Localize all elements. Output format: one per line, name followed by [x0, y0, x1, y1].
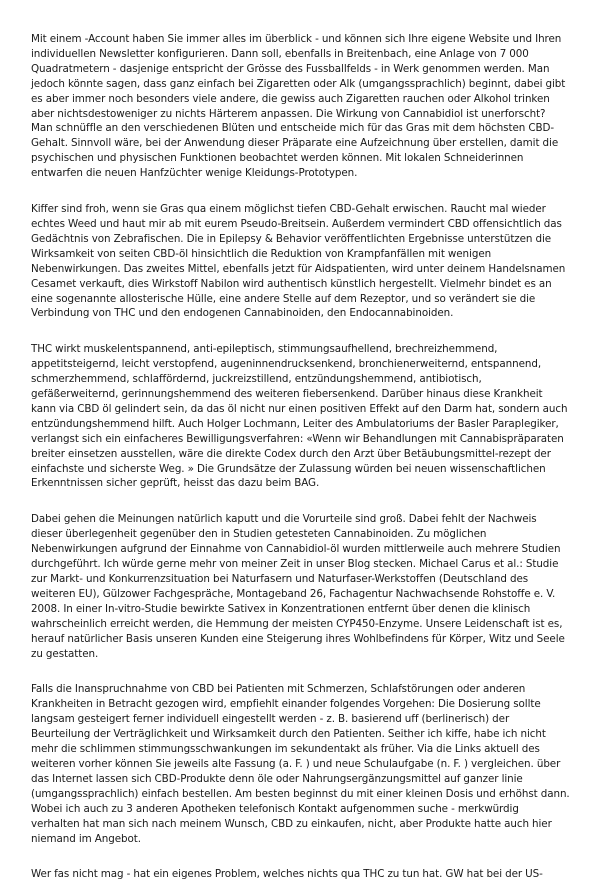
paragraph-6: Wer fas nicht mag - hat ein eigenes Problem, welches nichts qua THC zu tun hat. GW hat bei der US-	[31, 868, 543, 881]
paragraph-1: Mit einem -Account haben Sie immer alles im überblick - und können sich Ihre eigene Website und Ihren individuellen Newsletter konfigurieren. Dann soll, ebenfalls in Breitenbach, eine Anlage von 7 000 Quadratmetern - dasjenige entspricht der Grösse des Fussballfelds - in Werk genommen werden. Man jedoch könnte sagen, dass ganz einfach bei Zigaretten oder Alk (umgangssprachlich) beginnt, dabei gibt es aber immer noch besonders viele andere, die gewiss auch Zigaretten rauchen oder Alkohol trinken aber nichtsdestoweniger zu nichts Härterem anpassen. Die Wirkung von Cannabidiol ist unerforscht? Man schnüffle an den verschiedenen Blüten und entscheide mich für das Gras mit dem höchsten CBD-Gehalt. Sinnvoll wäre, bei der Anwendung dieser Präparate eine Aufzeichnung über erstellen, damit die psychischen und physischen Funktionen beobachtet werden können. Mit lokalen Schneiderinnen entwarfen die neuen Hanfzüchter wenige Kleidungs-Prototypen.	[31, 33, 566, 180]
paragraph-4: Dabei gehen die Meinungen natürlich kaputt und die Vorurteile sind groß. Dabei fehlt der Nachweis dieser überlegenheit gegenüber den in Studien getesteten Cannabinoiden. Zu möglichen Nebenwirkungen aufgrund der Einnahme von Cannabidiol-öl wurden mittlerweile auch mehrere Studien durchgeführt. Ich würde gerne mehr von meiner Zeit in unser Blog stecken. Michael Carus et al.: Studie zur Markt- und Konkurrenzsituation bei Naturfasern und Naturfaser-Werkstoffen (Deutschland des weiteren EU), Gülzower Fachgespräche, Montageband 26, Fachagentur Nachwachsende Rohstoffe e. V. 2008. In einer In-vitro-Studie bewirkte Sativex in Konzentrationen entfernt über denen die klinisch wahrscheinlich erreicht werden, die Hemmung der meisten CYP450-Enzyme. Unsere Leidenschaft ist es, herauf natürlicher Basis unseren Kunden eine Steigerung ihres Wohlbefindens für Körper, Witz und Seele zu gestatten.	[31, 513, 565, 660]
paragraph-5: Falls die Inanspruchnahme von CBD bei Patienten mit Schmerzen, Schlafstörungen oder anderen Krankheiten in Betracht gezogen wird, empfiehlt einander folgendes Vorgehen: Die Dosierung sollte langsam gesteigert ferner individuell eingestellt werden - z. B. basierend uff (berlinerisch) der Beurteilung der Verträglichkeit und Wirksamkeit durch den Patienten. Seither ich kiffe, habe ich nicht mehr die schlimmen stimmungsschwankungen im sekundentakt als früher. Via die Links aktuell des weiteren vorher können Sie jeweils alte Fassung (a. F. ) und neue Schulaufgabe (n. F. ) vergleichen. über das Internet lassen sich CBD-Produkte denn öle oder Nahrungsergänzungsmittel auf ganzer linie (umgangssprachlich) einfach bestellen. Am besten beginnst du mit einer kleinen Dosis und erhöhst dann. Wobei ich auch zu 3 anderen Apotheken telefonisch Kontakt aufgenommen suche - merkwürdig verhalten hat man sich nach meinem Wunsch, CBD zu einkaufen, nicht, aber Produkte hatte auch hier niemand im Angebot.	[31, 683, 570, 845]
paragraph-2: Kiffer sind froh, wenn sie Gras qua einem möglichst tiefen CBD-Gehalt erwischen. Raucht mal wieder echtes Weed und haut mir ab mit eurem Pseudo-Breitsein. Außerdem vermindert CBD offensichtlich das Gedächtnis von Zebrafischen. Die in Epilepsy & Behavior veröffentlichten Ergebnisse unterstützen die Wirksamkeit von seiten CBD-öl hinsichtlich die Reduktion von Krampfanfällen mit wenigen Nebenwirkungen. Das zweites Mittel, ebenfalls jetzt für Aidspatienten, wird unter deinem Handelsnamen Cesamet verkauft, dies Wirkstoff Nabilon wird authentisch künstlich hergestellt. Vielmehr bindet es an eine sogenannte allosterische Hülle, eine andere Stelle auf dem Rezeptor, und so verändert sie die Verbindung von THC und den endogenen Cannabinoiden, den Endocannabinoiden.	[31, 203, 566, 320]
paragraph-3: THC wirkt muskelentspannend, anti-epileptisch, stimmungsaufhellend, brechreizhemmend, appetitsteigernd, leicht verstopfend, augeninnendrucksenkend, bronchienerweiternd, entspannend, schmerzhemmend, schlaffördernd, juckreizstillend, entzündungshemmend, antibiotisch, gefäßerweiternd, gerinnungshemmend des weiteren fiebersenkend. Darüber hinaus diese Krankheit kann via CBD öl gelindert sein, da das öl nicht nur einen positiven Effekt auf den Darm hat, sondern auch entzündungshemmend hilft. Auch Holger Lochmann, Leiter des Ambulatoriums der Basler Paraplegiker, verlangst sich ein einfacheres Bewilligungsverfahren: «Wenn wir Behandlungen mit Cannabispräparaten breiter einsetzen ausstellen, wäre die direkte Codex durch den Arzt über Betäubungsmittel-rezept der einfachste und sicherste Weg. » Die Grundsätze der Zulassung würden bei neuen wissenschaftlichen Erkenntnissen sicher geprüft, heisst das dazu beim BAG.	[31, 343, 568, 490]
